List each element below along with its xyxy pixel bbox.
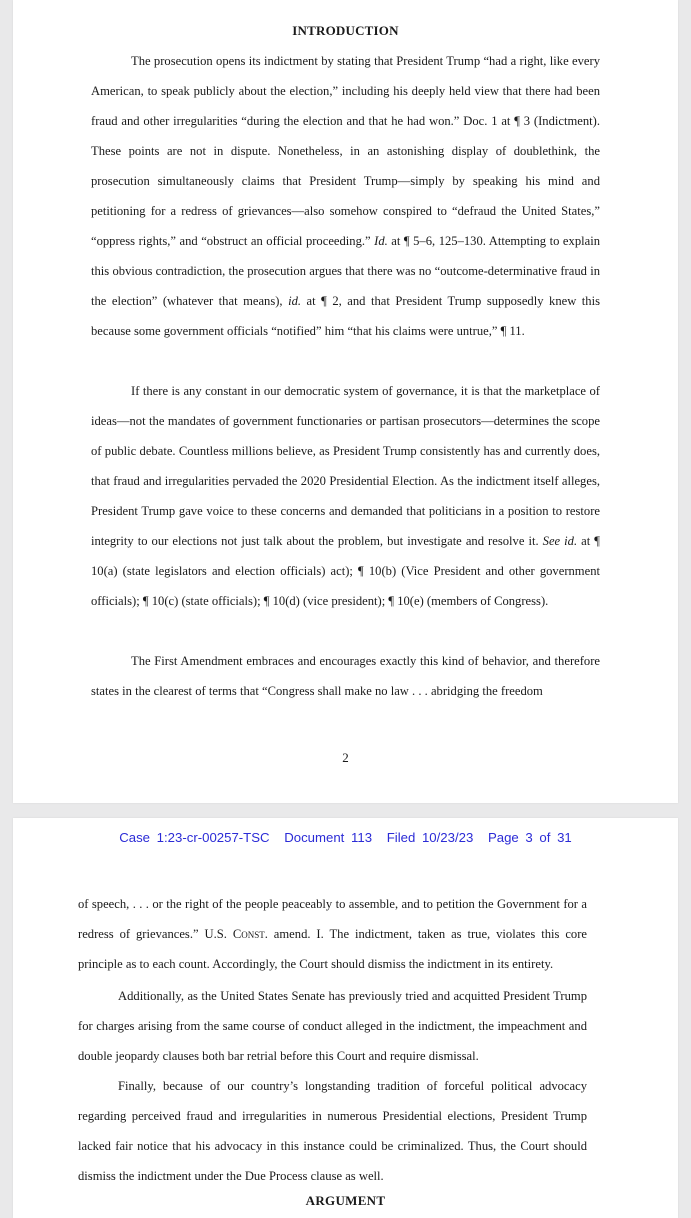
paragraph-text: The prosecution opens its indictment by stating that President Trump “had a right, like every American, to speak publicly about the election,” including his deeply held view that there had been fraud and other irregularities “during the election and that he had won.” Doc. 1 at ¶ 3 (Indictment). These points are not in dispute. Nonetheless, in an astonishing display of doublethink, the prosecution simultaneously claims that President Trump—simply by speaking his mind and petitioning for a redress of grievances—also somehow conspired to “defraud the United States,” “oppress rights,” and “obstruct an official proceeding.” (91, 54, 600, 248)
paragraph-text: at ¶ 10(a) (state legislators and election officials) act); ¶ 10(b) (Vice President and other government officials); ¶ 10(c) (state officials); ¶ 10(d) (vice president); ¶ 10(e) (members of Congress). (91, 534, 600, 608)
section-heading-argument-cut-off: ARGUMENT (305, 1193, 386, 1208)
paragraph-due-process: Finally, because of our country’s longstanding tradition of forceful political advocacy regarding perceived fraud and irregularities in numerous Presidential elections, President Trump lacked fair notice that his advocacy in this instance could be criminalized. Thus, the Court should dismiss the indictment under the Due Process clause as well. (78, 1079, 587, 1183)
constitution-abbreviation: Const. (232, 927, 268, 941)
case-number: Case 1:23-cr-00257-TSC (119, 830, 270, 845)
paragraph-text: If there is any constant in our democratic system of governance, it is that the marketplace of ideas—not the mandates of government functionaries or partisan prosecutors—determines the scope of public debate. Countless millions believe, as President Trump consistently has and currently does, that fraud and irregularities pervaded the 2020 Presidential Election. As the indictment itself alleges, President Trump gave voice to these concerns and demanded that politicians in a position to restore integrity to our elections not just talk about the problem, but investigate and resolve it. (91, 384, 600, 548)
document-page-2 (13, 0, 678, 803)
paragraph-text: at ¶ 2, and that President Trump supposedly knew this because some government officials “notified” him “that his claims were untrue,” ¶ 11. (91, 294, 600, 338)
document-number: Document 113 (284, 830, 373, 845)
page-number: 2 (342, 750, 349, 765)
paragraph-text: of speech, . . . or the right of the people peaceably to assemble, and to petition the Government for a redress of grievances.” U.S. (78, 897, 587, 941)
paragraph-text: at ¶ 5–6, 125–130. Attempting to explain this obvious contradiction, the prosecution argues that there was no “outcome-determinative fraud in the election” (whatever that means), (91, 234, 600, 308)
paragraph-first-amendment: The First Amendment embraces and encourages exactly this kind of behavior, and therefore states in the clearest of terms that “Congress shall make no law . . . abridging the freedom (91, 654, 600, 698)
section-heading-introduction: INTRODUCTION (292, 23, 399, 38)
paragraph-text: amend. I. The indictment, taken as true, violates this core principle as to each count. Accordingly, the Court should dismiss the indictment in its entirety. (78, 927, 587, 971)
citation-id: id. (288, 294, 302, 308)
paragraph-marketplace-of-ideas (91, 376, 600, 616)
citation-see-id: See id. (542, 534, 578, 548)
citation-id: Id. (374, 234, 388, 248)
paragraph-opening (91, 46, 600, 346)
paragraph-continuation (78, 889, 587, 979)
case-header (13, 830, 678, 845)
page-count: Page 3 of 31 (487, 830, 572, 845)
paragraph-impeachment: Additionally, as the United States Senate has previously tried and acquitted President Trump for charges arising from the same course of conduct alleged in the indictment, the impeachment and double jeopardy clauses both bar retrial before this Court and require dismissal. (78, 989, 587, 1063)
filed-date: Filed 10/23/23 (386, 830, 474, 845)
